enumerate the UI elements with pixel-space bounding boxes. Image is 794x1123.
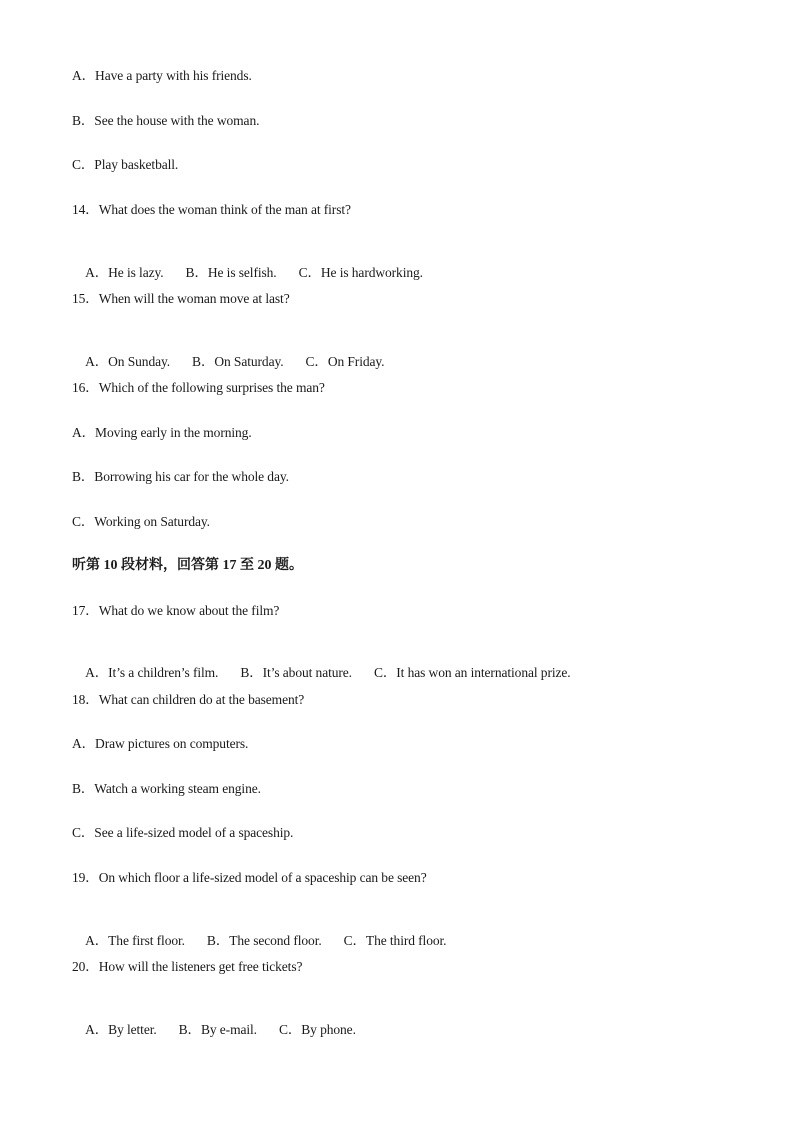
q19-option-c: C．The third floor. xyxy=(343,933,447,948)
q17-option-c: C．It has won an international prize. xyxy=(373,665,571,680)
q15-option-b: B．On Saturday. xyxy=(192,354,284,369)
question-15: 15．When will the woman move at last? xyxy=(72,291,290,306)
q20-option-b: B．By e-mail. xyxy=(178,1022,257,1037)
q13-option-c: C．Play basketball. xyxy=(72,157,179,172)
q17-option-a: A．It’s a children’s film. xyxy=(85,665,219,680)
q16-option-c: C．Working on Saturday. xyxy=(72,514,210,529)
q17-option-b: B．It’s about nature. xyxy=(240,665,352,680)
question-18: 18．What can children do at the basement? xyxy=(72,692,305,707)
q19-option-b: B．The second floor. xyxy=(206,933,322,948)
q15-option-c: C．On Friday. xyxy=(305,354,385,369)
question-17: 17．What do we know about the film? xyxy=(72,603,280,618)
question-19: 19．On which floor a life-sized model of a spaceship can be seen? xyxy=(72,870,427,885)
question-16: 16．Which of the following surprises the man? xyxy=(72,380,325,395)
q20-options xyxy=(72,1003,356,1057)
q18-option-b: B．Watch a working steam engine. xyxy=(72,781,261,796)
question-14: 14．What does the woman think of the man at first? xyxy=(72,202,351,217)
q15-option-a: A．On Sunday. xyxy=(85,354,171,369)
q18-option-a: A．Draw pictures on computers. xyxy=(72,736,249,751)
q14-option-b: B．He is selfish. xyxy=(185,265,277,280)
question-20: 20．How will the listeners get free tickets? xyxy=(72,959,303,974)
q13-option-a: A．Have a party with his friends. xyxy=(72,68,252,83)
q20-option-a: A．By letter. xyxy=(85,1022,157,1037)
section-heading: 听第 10 段材料，回答第 17 至 20 题。 xyxy=(72,558,303,573)
q14-option-a: A．He is lazy. xyxy=(85,265,164,280)
q16-option-a: A．Moving early in the morning. xyxy=(72,425,252,440)
q13-option-b: B．See the house with the woman. xyxy=(72,113,260,128)
q14-option-c: C．He is hardworking. xyxy=(298,265,423,280)
q16-option-b: B．Borrowing his car for the whole day. xyxy=(72,469,289,484)
q19-option-a: A．The first floor. xyxy=(85,933,185,948)
q18-option-c: C．See a life-sized model of a spaceship. xyxy=(72,825,294,840)
q20-option-c: C．By phone. xyxy=(278,1022,356,1037)
